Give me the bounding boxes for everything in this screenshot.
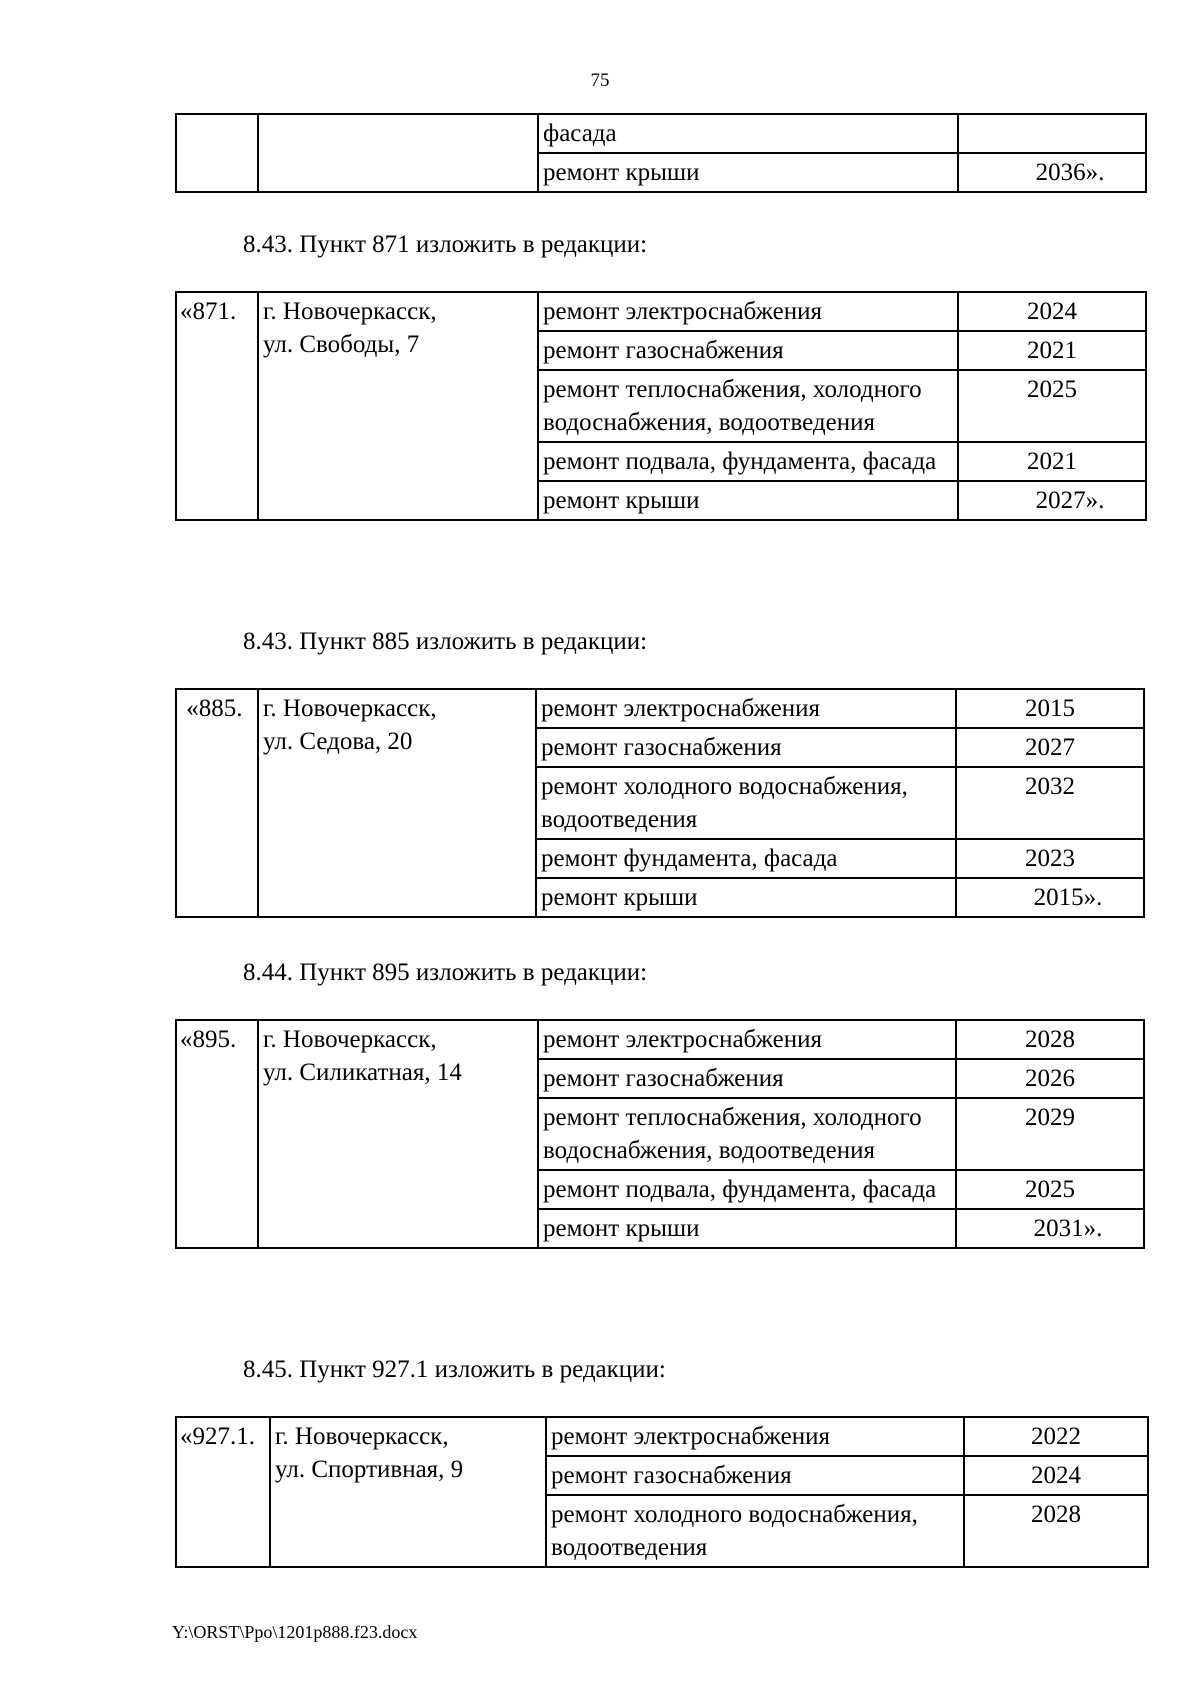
year-cell: 2029 (956, 1098, 1144, 1170)
table-row (176, 689, 1144, 728)
address-cell (258, 292, 538, 520)
work-cell: ремонт электроснабжения (538, 1020, 956, 1059)
year-cell: 2032 (956, 767, 1144, 839)
year-cell: 2028 (964, 1495, 1148, 1567)
item-number: «927.1. (176, 1417, 270, 1567)
year-cell: 2025 (956, 1170, 1144, 1209)
page-number: 75 (590, 70, 610, 91)
work-cell: ремонт газоснабжения (538, 331, 958, 370)
address-city: г. Новочеркасск, (263, 695, 437, 722)
item-table (175, 1019, 1145, 1249)
address-street: ул. Свободы, 7 (263, 331, 420, 358)
address-street: ул. Седова, 20 (263, 728, 413, 755)
number-cell (176, 114, 258, 192)
work-cell: ремонт электроснабжения (538, 292, 958, 331)
work-cell: ремонт газоснабжения (538, 1059, 956, 1098)
work-cell: ремонт фундамента, фасада (536, 839, 956, 878)
section-heading: 8.45. Пункт 927.1 изложить в редакции: (243, 1356, 666, 1383)
item-number: «895. (176, 1020, 258, 1248)
item-table (175, 291, 1147, 521)
work-cell: ремонт электроснабжения (536, 689, 956, 728)
year-cell: 2027 (956, 728, 1144, 767)
work-cell: ремонт теплоснабжения, холодного водоснабжения, водоотведения (538, 1098, 956, 1170)
item-number: «885. (176, 689, 258, 917)
table-row (176, 1020, 1144, 1059)
year-cell: 2015 (956, 689, 1144, 728)
year-cell: 2031». (956, 1209, 1144, 1248)
work-cell: ремонт крыши (538, 481, 958, 520)
item-number: «871. (176, 292, 258, 520)
work-cell: фасада (538, 114, 958, 153)
item-table (175, 688, 1145, 918)
section-heading: 8.43. Пункт 885 изложить в редакции: (243, 628, 648, 655)
work-cell: ремонт крыши (538, 153, 958, 192)
address-cell (270, 1417, 546, 1567)
work-cell: ремонт подвала, фундамента, фасада (538, 1170, 956, 1209)
year-cell: 2025 (958, 370, 1146, 442)
section-heading: 8.43. Пункт 871 изложить в редакции: (243, 231, 648, 258)
item-table (175, 1416, 1149, 1568)
year-cell: 2021 (958, 331, 1146, 370)
work-cell: ремонт крыши (538, 1209, 956, 1248)
address-city: г. Новочеркасск, (263, 298, 437, 325)
work-cell: ремонт газоснабжения (546, 1456, 964, 1495)
table-row (176, 292, 1146, 331)
address-cell (258, 1020, 538, 1248)
work-cell: ремонт холодного водоснабжения, водоотведения (536, 767, 956, 839)
work-cell: ремонт газоснабжения (536, 728, 956, 767)
address-city: г. Новочеркасск, (263, 1026, 437, 1053)
year-cell: 2028 (956, 1020, 1144, 1059)
continuation-table (175, 113, 1147, 193)
work-cell: ремонт теплоснабжения, холодного водоснабжения, водоотведения (538, 370, 958, 442)
year-cell: 2024 (964, 1456, 1148, 1495)
address-city: г. Новочеркасск, (275, 1423, 449, 1450)
year-cell: 2027». (958, 481, 1146, 520)
table-row (176, 114, 1146, 153)
year-cell: 2015». (956, 878, 1144, 917)
work-cell: ремонт крыши (536, 878, 956, 917)
work-cell: ремонт подвала, фундамента, фасада (538, 442, 958, 481)
work-cell: ремонт электроснабжения (546, 1417, 964, 1456)
address-street: ул. Силикатная, 14 (263, 1059, 462, 1086)
year-cell: 2026 (956, 1059, 1144, 1098)
footer-file-path: Y:\ORST\Ppo\1201p888.f23.docx (172, 1622, 418, 1642)
year-cell: 2023 (956, 839, 1144, 878)
address-cell (258, 114, 538, 192)
table-row (176, 1417, 1148, 1456)
address-cell (258, 689, 536, 917)
section-heading: 8.44. Пункт 895 изложить в редакции: (243, 959, 648, 986)
year-cell (958, 114, 1146, 153)
address-street: ул. Спортивная, 9 (275, 1456, 464, 1483)
work-cell: ремонт холодного водоснабжения, водоотведения (546, 1495, 964, 1567)
year-cell: 2021 (958, 442, 1146, 481)
year-cell: 2022 (964, 1417, 1148, 1456)
year-cell: 2024 (958, 292, 1146, 331)
year-cell: 2036». (958, 153, 1146, 192)
